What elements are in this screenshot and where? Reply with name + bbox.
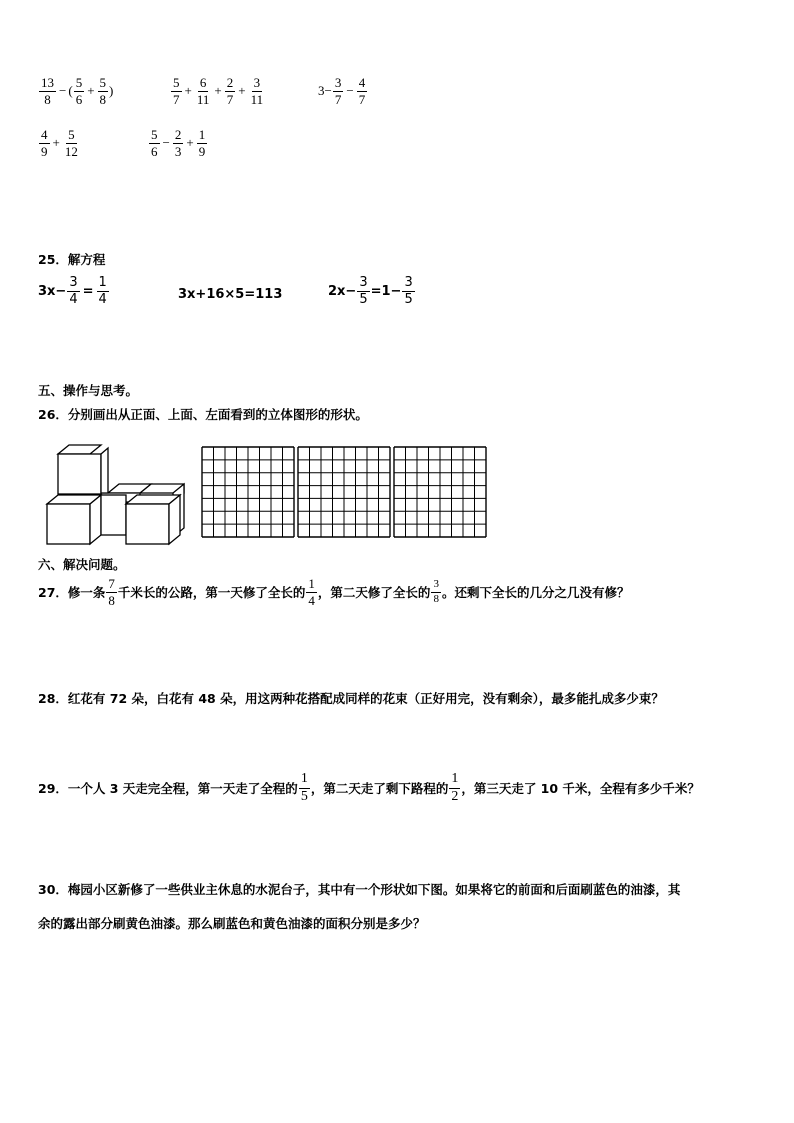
section-6-heading: 六、解决问题。 xyxy=(38,557,126,572)
q30-line-1: 30．梅园小区新修了一些供业主休息的水泥台子，其中有一个形状如下图。如果将它的前面和后面刷蓝色的油漆，其 xyxy=(38,882,681,897)
q30-text xyxy=(38,873,768,941)
grid-left-view[interactable] xyxy=(393,446,487,538)
calc-expr-5: $\frac{5}{6}$ − $\frac{2}{3}$ + $\frac{1}{9}$ xyxy=(151,127,206,159)
q28-text: 28．红花有 72 朵，白花有 48 朵，用这两种花搭配成同样的花束（正好用完，没有剩余），最多能扎成多少束？ xyxy=(38,691,664,706)
q29-text: 29．一个人 3 天走完全程，第一天走了全程的 $\frac{1}{5}$ ，第二天走了剩下路程的 $\frac{1}{2}$ ，第三天走了 10 千米，全程有多少千米？ xyxy=(38,771,700,804)
equation-3: 2x− $\frac{3}{5}$ =1− $\frac{3}{5}$ xyxy=(328,275,413,307)
calc-expr-3: 3− $\frac{3}{7}$ − $\frac{4}{7}$ xyxy=(318,75,366,107)
grid-front-view[interactable] xyxy=(201,446,295,538)
fraction: $\frac{13}{8}$ xyxy=(41,75,54,107)
q30-line-2: 余的露出部分刷黄色油漆。那么刷蓝色和黄色油漆的面积分别是多少？ xyxy=(38,916,426,931)
calc-expr-2: $\frac{5}{7}$ + $\frac{6}{11}$ + $\frac{2}{7}$ + $\frac{3}{11}$ xyxy=(173,75,264,107)
q25-title: 25．解方程 xyxy=(38,252,106,267)
equation-1: 3x− $\frac{3}{4}$ = $\frac{1}{4}$ xyxy=(38,275,107,307)
cube-figure xyxy=(44,440,194,548)
calc-expr-4: $\frac{4}{9}$ + $\frac{5}{12}$ xyxy=(41,127,78,159)
equation-2: 3x+16×5=113 xyxy=(178,287,283,302)
calc-expr-1: $\frac{13}{8}$ − ( $\frac{5}{6}$ + $\frac{5}{8}$ ) xyxy=(41,75,114,107)
q26-text: 26．分别画出从正面、上面、左面看到的立体图形的形状。 xyxy=(38,407,368,422)
q27-text: 27．修一条 $\frac{7}{8}$ 千米长的公路，第一天修了全长的 $\frac{1}{4}$ ，第二天修了全长的 $\frac{3}{8}$ 。还剩下全长的几分之几没有修？ xyxy=(38,576,630,608)
grid-top-view[interactable] xyxy=(297,446,391,538)
section-5-heading: 五、操作与思考。 xyxy=(38,383,139,398)
